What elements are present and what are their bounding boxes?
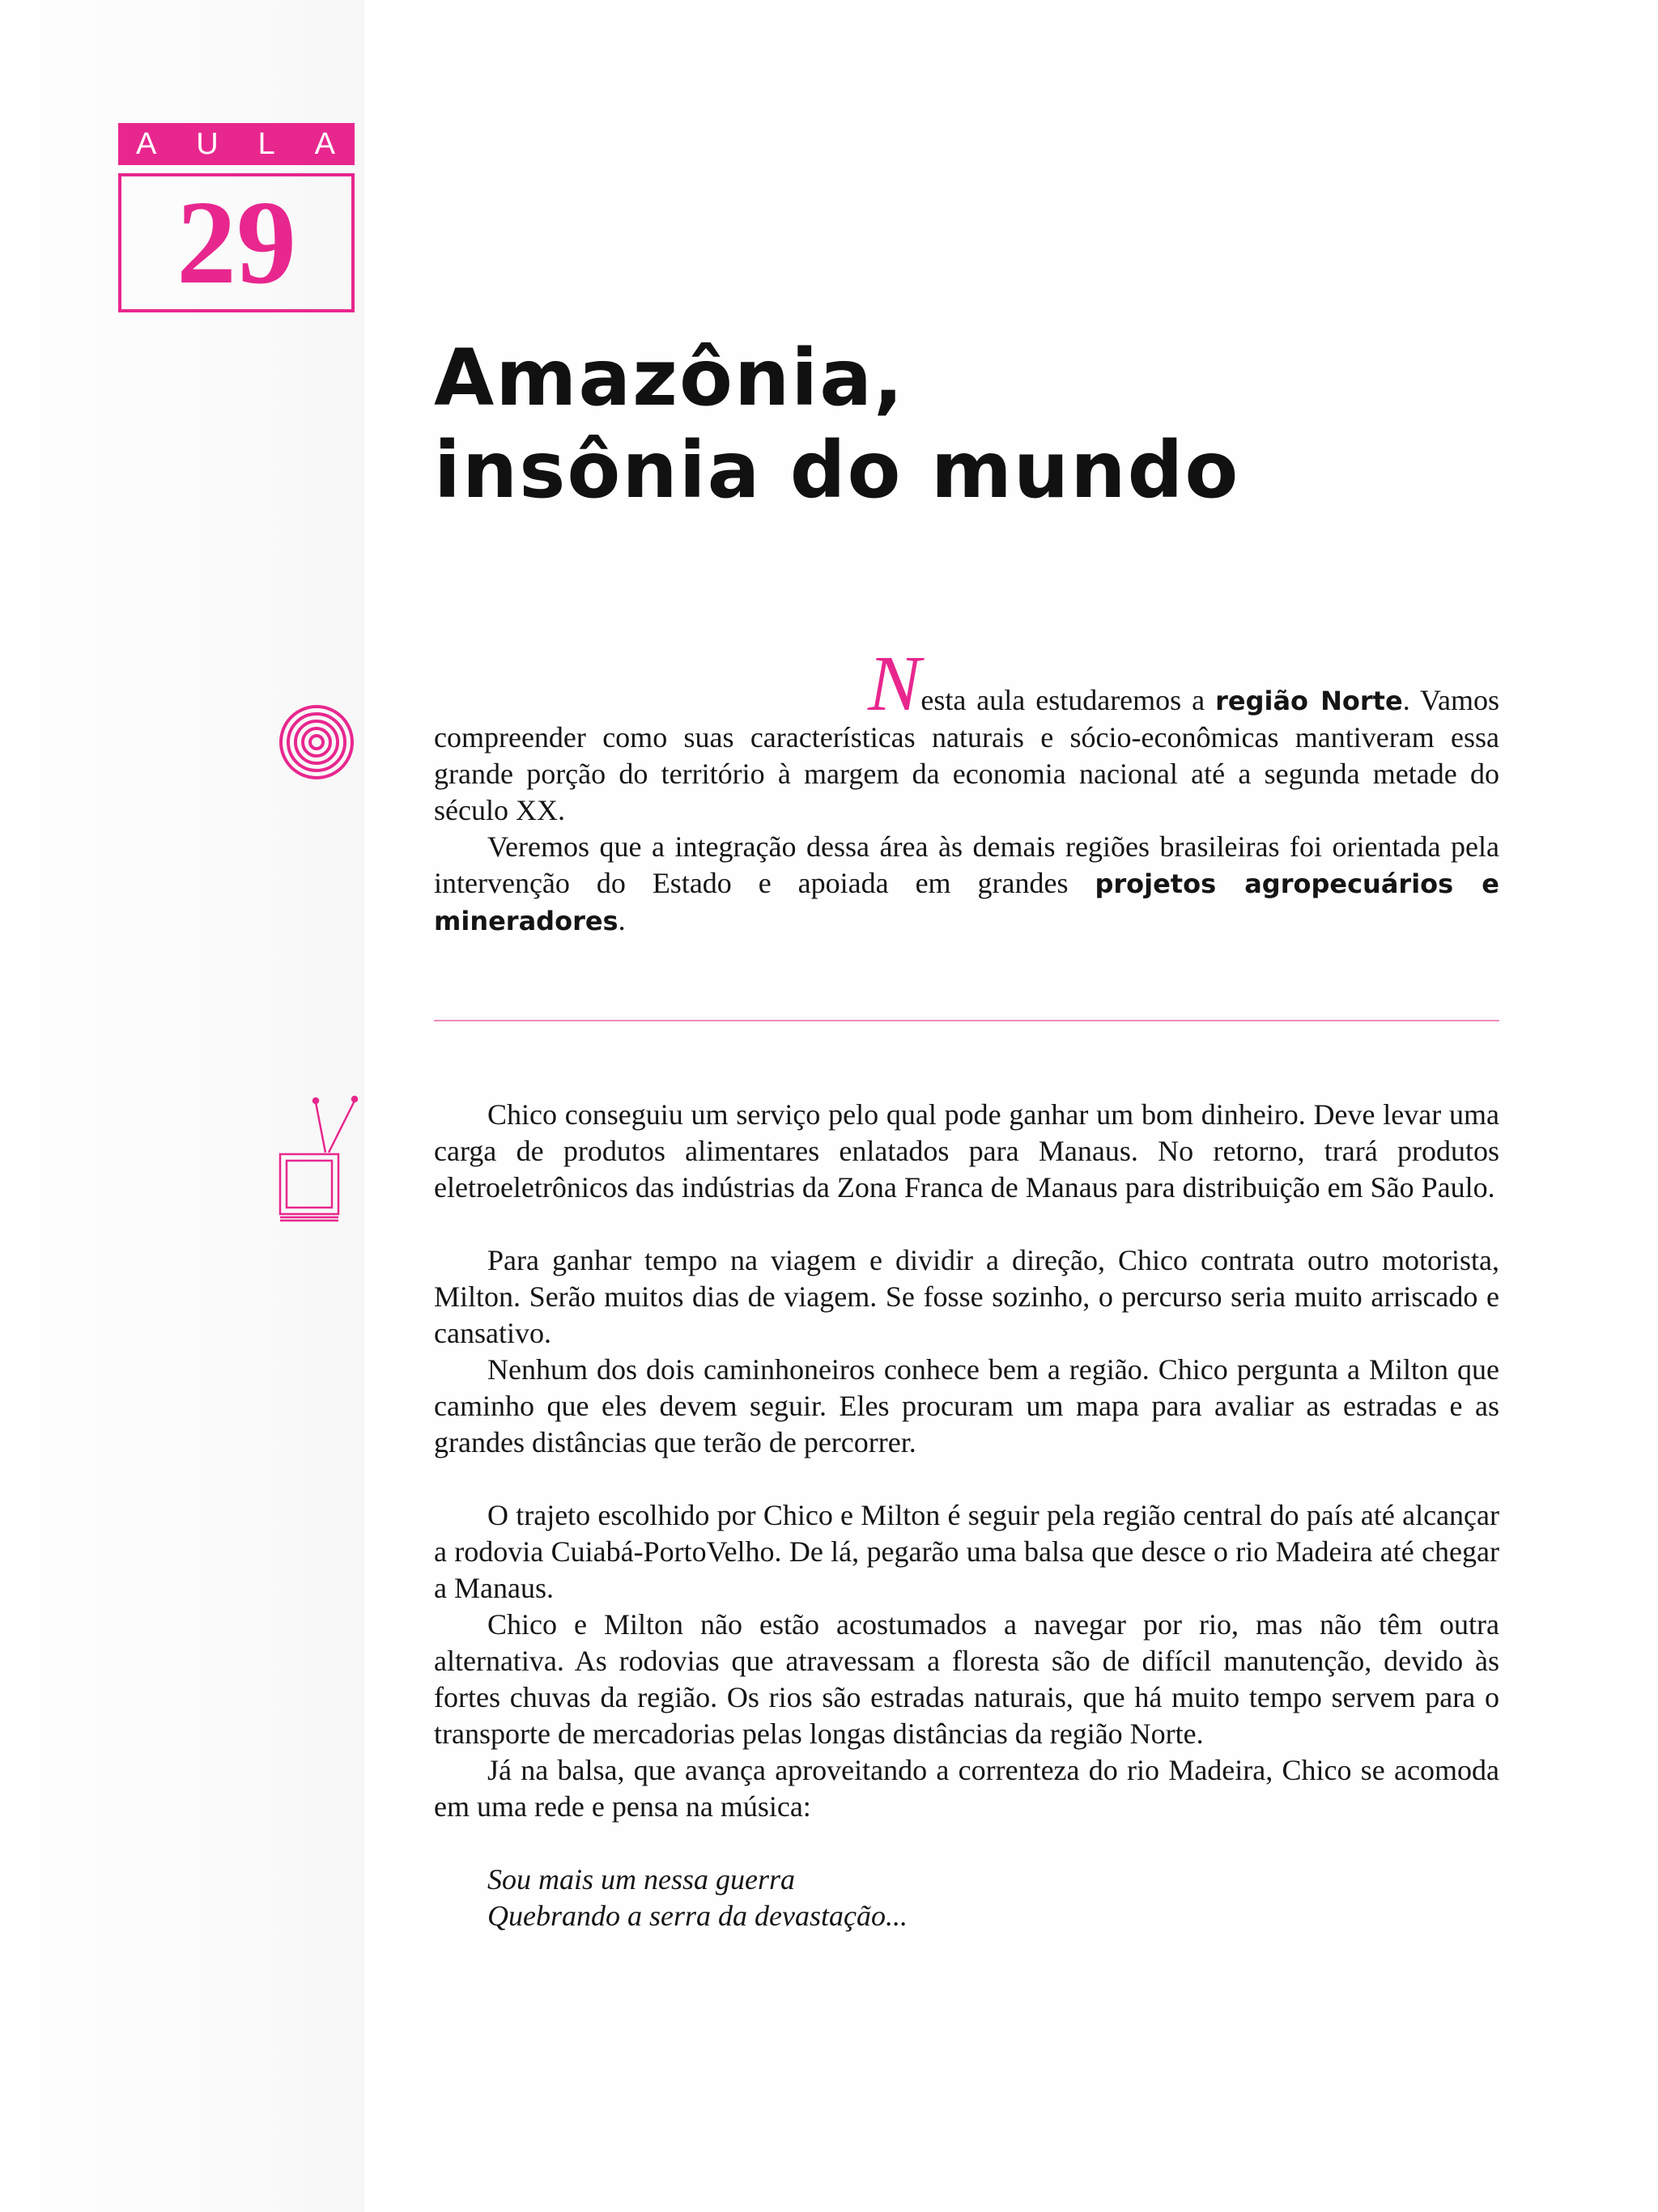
verse-line: Quebrando a serra da devastação...: [487, 1900, 908, 1932]
story-paragraph: Nenhum dos dois caminhoneiros conhece bem a região. Chico pergunta a Milton que caminho que eles devem seguir. Eles procuram um mapa para avaliar as estradas e as grandes distâncias que terão de percorrer.: [434, 1353, 1499, 1458]
story-section: [434, 1097, 1499, 1934]
lesson-letter: U: [196, 126, 220, 161]
story-paragraph: O trajeto escolhido por Chico e Milton é seguir pela região central do país até alcançar a rodovia Cuiabá-PortoVelho. De lá, pegarão uma balsa que desce o rio Madeira até chegar a Manaus.: [434, 1499, 1499, 1604]
lesson-letter: A: [136, 126, 159, 161]
paragraph-gap: [434, 1461, 1499, 1497]
story-paragraph: Para ganhar tempo na viagem e dividir a direção, Chico contrata outro motorista, Milton. Serão muitos dias de viagem. Se fosse sozinho, o percurso seria muito arriscado e cansativo.: [434, 1244, 1499, 1349]
intro-section: [434, 640, 1500, 940]
story-paragraph: Já na balsa, que avança aproveitando a correnteza do rio Madeira, Chico se acomoda em uma rede e pensa na música:: [434, 1754, 1499, 1823]
keyword: projetos agropecuários e mineradores: [434, 868, 1500, 936]
keyword: região Norte: [1215, 686, 1403, 716]
lesson-number: 29: [176, 176, 296, 309]
story-paragraph: Chico e Milton não estão acostumados a navegar por rio, mas não têm outra alternativa. As rodovias que atravessam a floresta são de difícil manutenção, devido às fortes chuvas da região. Os rios são estradas naturais, que há muito tempo servem para o transporte de mercadorias pelas longas distâncias da região Norte.: [434, 1608, 1499, 1750]
intro-text: . Vamos compreender como suas características naturais e sócio-econômicas mantiveram essa grande porção do território à margem da economia nacional até a segunda metade do século XX.: [434, 684, 1499, 826]
drop-cap: N: [868, 640, 921, 728]
target-icon: [278, 704, 355, 780]
story-paragraph: Chico conseguiu um serviço pelo qual pode ganhar um bom dinheiro. Deve levar uma carga de produtos alimentares enlatados para Manaus. No retorno, trará produtos eletroeletrônicos das indústrias da Zona Franca de Manaus para distribuição em São Paulo.: [434, 1098, 1499, 1204]
lesson-badge: [118, 123, 355, 312]
page-title: [434, 332, 1239, 516]
lesson-letter: L: [257, 126, 277, 161]
lesson-letter: A: [314, 126, 337, 161]
intro-paragraph-2: [434, 829, 1499, 940]
tv-icon: [275, 1094, 358, 1224]
verse-line: Sou mais um nessa guerra: [487, 1863, 796, 1896]
paragraph-gap: [434, 1825, 1499, 1862]
intro-text: .: [618, 904, 626, 936]
section-divider: [434, 1020, 1499, 1021]
song-verse: [434, 1862, 1499, 1934]
intro-paragraph-1: [434, 640, 1499, 829]
title-line-2: insônia do mundo: [434, 425, 1240, 516]
intro-text: esta aula estudaremos a: [920, 684, 1216, 716]
paragraph-gap: [434, 1206, 1499, 1242]
title-line-1: Amazônia,: [434, 333, 905, 423]
intro-text: Veremos que a integração dessa área às demais regiões brasileiras foi orientada pela intervenção do Estado e apoiada em grandes: [434, 830, 1499, 899]
lesson-label: [118, 123, 355, 165]
lesson-number-box: [118, 173, 355, 312]
